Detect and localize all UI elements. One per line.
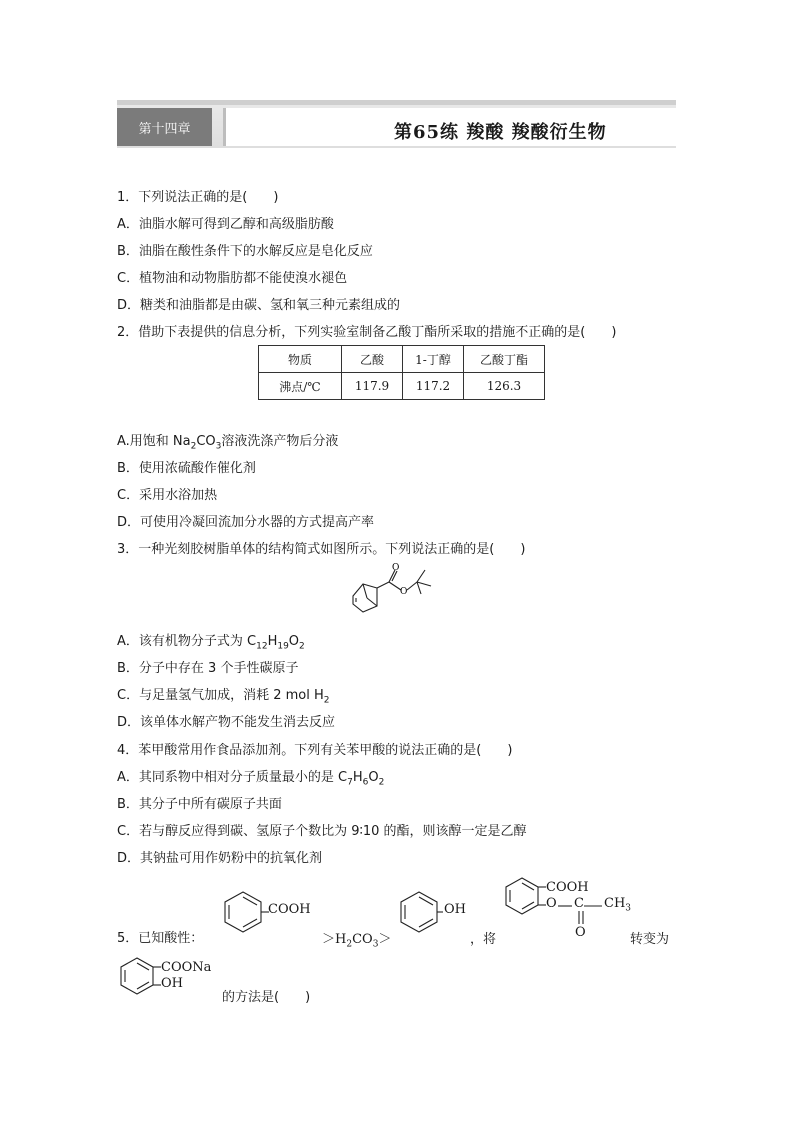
table-cell: 126.3 <box>464 373 545 400</box>
q4-a-text: H <box>352 770 363 785</box>
table-header-cell: 物质 <box>259 346 342 373</box>
subscript: 3 <box>372 939 379 950</box>
q3-option-d: D．该单体水解产物不能发生消去反应 <box>117 715 336 730</box>
chapter-label: 第十四章 <box>117 108 212 146</box>
q4-option-c: C．若与醇反应得到碳、氢原子个数比为 9∶10 的酯，则该醇一定是乙醇 <box>117 824 527 839</box>
subscript: 3 <box>625 903 632 914</box>
q4-option-a <box>117 766 384 788</box>
q2-option-b: B．使用浓硫酸作催化剂 <box>117 461 256 476</box>
table-cell: 沸点/℃ <box>259 373 342 400</box>
table-row <box>259 373 545 400</box>
oh-label: OH <box>444 902 466 917</box>
q4-a-text: A．其同系物中相对分子质量最小的是 C <box>117 770 348 785</box>
q5-stem: 5．已知酸性： <box>117 931 204 946</box>
gt-text: ＞H <box>322 932 347 947</box>
subscript: 2 <box>299 641 305 652</box>
aspirin-carbonyl-c: C <box>574 896 584 911</box>
carbonyl-double-bond <box>576 910 586 926</box>
aspirin-ch3 <box>604 896 631 914</box>
aspirin-ring <box>500 874 550 920</box>
aspirin-ester-o: O <box>546 896 557 911</box>
q4-option-b: B．其分子中所有碳原子共面 <box>117 797 282 812</box>
q3-option-b: B．分子中存在 3 个手性碳原子 <box>117 661 299 676</box>
q2-option-c: C．采用水浴加热 <box>117 488 218 503</box>
q4-stem: 4．苯甲酸常用作食品添加剂。下列有关苯甲酸的说法正确的是( ) <box>117 743 513 758</box>
q1-option-a: A．油脂水解可得到乙醇和高级脂肪酸 <box>117 217 334 232</box>
title-box <box>223 108 676 146</box>
comma-text: ，将 <box>470 932 497 947</box>
subscript: 2 <box>346 939 353 950</box>
sodium-salicylate-ring <box>115 954 165 1000</box>
subscript: 2 <box>323 695 330 706</box>
subscript: 6 <box>362 777 369 788</box>
table-header-cell: 1-丁醇 <box>403 346 464 373</box>
ch3-text: CH <box>604 896 626 911</box>
q1-option-b: B．油脂在酸性条件下的水解反应是皂化反应 <box>117 244 373 259</box>
table-header-row <box>259 346 545 373</box>
q5-tail-text: 的方法是( ) <box>222 990 311 1005</box>
subscript: 3 <box>215 441 222 452</box>
table-cell: 117.2 <box>403 373 464 400</box>
table-cell: 117.9 <box>342 373 403 400</box>
chapter-header <box>117 100 676 148</box>
subscript: 12 <box>256 641 268 652</box>
subscript: 7 <box>347 777 353 788</box>
boiling-point-table <box>258 345 545 400</box>
acidity-comparison <box>322 928 391 950</box>
q2-option-d: D．可使用冷凝回流加分水器的方式提高产率 <box>117 515 375 530</box>
q3-a-text: O <box>288 634 300 649</box>
q3-option-c <box>117 684 329 706</box>
svg-text:O: O <box>400 587 408 597</box>
phenol-ring <box>395 888 445 940</box>
page-title: 第65练 羧酸 羧酸衍生物 <box>394 122 607 143</box>
q4-a-text: O <box>368 770 379 785</box>
q3-a-text: H <box>267 634 278 649</box>
gt-text: ＞ <box>378 932 392 947</box>
q2-a-text: CO <box>196 434 216 449</box>
turn-into-text: 转变为 <box>630 932 670 947</box>
aspirin-cooh: COOH <box>546 880 589 895</box>
svg-text:O: O <box>392 563 400 573</box>
q1-option-d: D．糖类和油脂都是由碳、氢和氧三种元素组成的 <box>117 298 401 313</box>
q2-a-text: 溶液洗涤产物后分液 <box>221 434 339 449</box>
q2-stem: 2．借助下表提供的信息分析，下列实验室制备乙酸丁酯所采取的措施不正确的是( ) <box>117 325 617 340</box>
subscript: 2 <box>190 441 197 452</box>
q3-option-a <box>117 630 305 652</box>
sodium-salicylate-coona: COONa <box>161 960 212 975</box>
subscript: 2 <box>378 777 385 788</box>
q2-a-text: A.用饱和 Na <box>117 434 191 449</box>
q3-a-text: A．该有机物分子式为 C <box>117 634 257 649</box>
subscript: 19 <box>277 641 289 652</box>
benzoic-acid-ring <box>219 888 269 940</box>
gt-text: CO <box>352 932 373 947</box>
norbornene-ester-structure <box>345 562 445 620</box>
table-header-cell: 乙酸 <box>342 346 403 373</box>
aspirin-carbonyl-o: O <box>575 925 586 940</box>
q1-option-c: C．植物油和动物脂肪都不能使溴水褪色 <box>117 271 348 286</box>
table-header-cell: 乙酸丁酯 <box>464 346 545 373</box>
q4-option-d: D．其钠盐可用作奶粉中的抗氧化剂 <box>117 851 323 866</box>
q3-stem: 3．一种光刻胶树脂单体的结构简式如图所示。下列说法正确的是( ) <box>117 542 526 557</box>
q2-option-a <box>117 430 338 452</box>
cooh-label: COOH <box>268 902 311 917</box>
q3-c-text: C．与足量氢气加成，消耗 2 mol H <box>117 688 324 703</box>
sodium-salicylate-oh: OH <box>161 976 183 991</box>
q1-stem: 1．下列说法正确的是( ) <box>117 190 279 205</box>
